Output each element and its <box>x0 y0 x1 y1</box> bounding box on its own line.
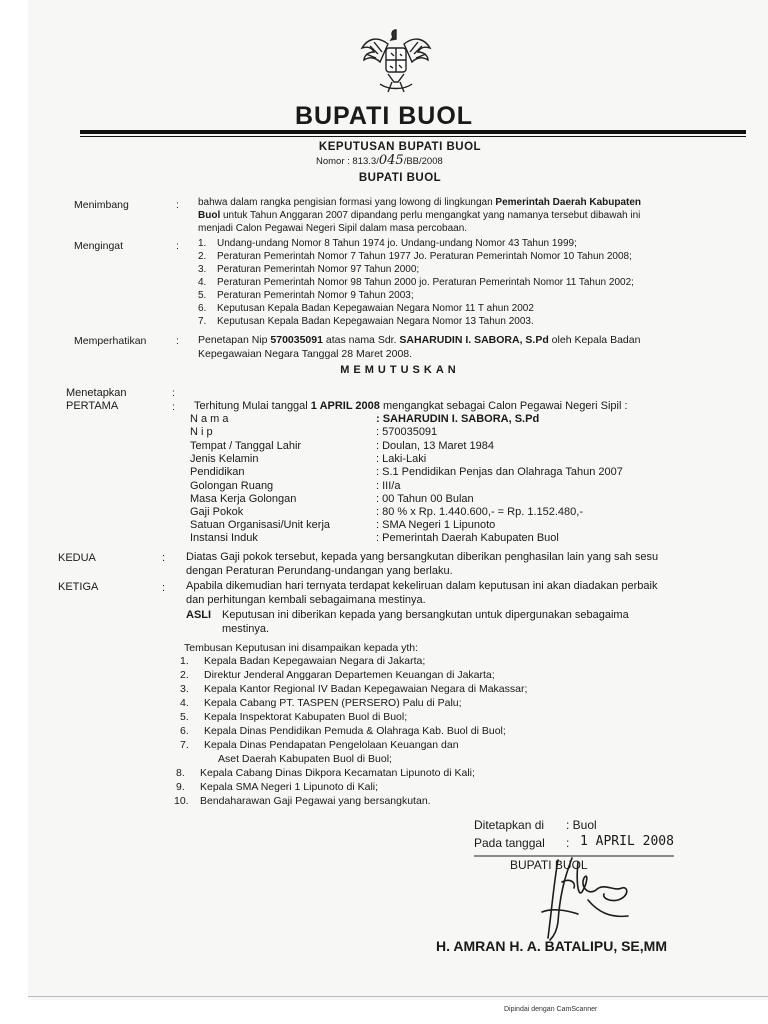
field-value: : III/a <box>376 480 401 492</box>
field-value: : 80 % x Rp. 1.440.600,- = Rp. 1.152.480,- <box>376 506 583 518</box>
field-label: N a m a <box>190 413 229 425</box>
field-label: Jenis Kelamin <box>190 453 259 465</box>
mengingat-num: 2. <box>198 251 207 262</box>
tembusan-num: 8. <box>176 767 185 779</box>
mengingat-num: 6. <box>198 303 207 314</box>
handwritten-signature-icon <box>518 852 648 944</box>
ditetapkan-value: : Buol <box>566 818 597 832</box>
menetapkan-label: Menetapkan <box>66 387 127 399</box>
scanner-watermark: Dipindai dengan CamScanner <box>504 1006 598 1013</box>
kedua-line-2: dengan Peraturan Perundang-undangan yang berlaku. <box>186 565 453 577</box>
header-rule-thin <box>80 136 746 137</box>
mengingat-num: 3. <box>198 264 207 275</box>
mengingat-colon: : <box>176 240 179 252</box>
asli-line-1: Keputusan ini diberikan kepada yang bersangkutan untuk dipergunakan sebagaima <box>222 609 629 621</box>
memutuskan-heading: MEMUTUSKAN <box>340 364 460 376</box>
field-label: Tempat / Tanggal Lahir <box>190 440 302 452</box>
tanggal-handwritten: 1 APRIL 2008 <box>580 834 674 849</box>
mengingat-item: Undang-undang Nomor 8 Tahun 1974 jo. Undang-undang Nomor 43 Tahun 1999; <box>217 238 577 249</box>
decree-number <box>316 153 443 168</box>
tanggal-colon: : <box>566 836 570 850</box>
tanggal-label: Pada tanggal <box>474 836 545 850</box>
field-value: : S.1 Pendidikan Penjas dan Olahraga Tahun 2007 <box>376 466 623 478</box>
field-label: Golongan Ruang <box>190 480 274 492</box>
tembusan-item: Kepala Dinas Pendapatan Pengelolaan Keuangan dan <box>204 739 459 751</box>
nomor-prefix: : 813.3/ <box>347 156 379 167</box>
tembusan-num: 1. <box>180 655 189 667</box>
tembusan-item: Kepala Cabang Dinas Dikpora Kecamatan Lipunoto di Kali; <box>200 767 475 779</box>
tembusan-num: 9. <box>176 781 185 793</box>
tembusan-item: Kepala Dinas Pendidikan Pemuda & Olahraga Kab. Buol di Buol; <box>204 725 506 737</box>
ditetapkan-label: Ditetapkan di <box>474 818 545 832</box>
field-label: Pendidikan <box>190 466 245 478</box>
kedua-label: KEDUA <box>58 552 96 564</box>
nomor-suffix: /BB/2008 <box>403 156 443 167</box>
field-label: N i p <box>190 426 213 438</box>
kedua-line-1: Diatas Gaji pokok tersebut, kepada yang bersangkutan diberikan penghasilan lain yang sah sesu <box>186 551 659 563</box>
field-label: Masa Kerja Golongan <box>190 493 297 505</box>
mengingat-item: Peraturan Pemerintah Nomor 97 Tahun 2000; <box>217 264 420 275</box>
tembusan-num: 2. <box>180 669 189 681</box>
tembusan-num: 7. <box>180 739 189 751</box>
menimbang-line-3: menjadi Calon Pegawai Negeri Sipil dalam masa percobaan. <box>198 223 468 234</box>
decree-subtitle: BUPATI BUOL <box>358 172 442 184</box>
header-rule-thick <box>80 130 746 134</box>
mengingat-label: Mengingat <box>74 240 124 252</box>
field-value: : SMA Negeri 1 Lipunoto <box>376 519 496 531</box>
menimbang-line-1: bahwa dalam rangka pengisian formasi yang lowong di lingkungan Pemerintah Daerah Kabupaten <box>198 197 642 208</box>
menimbang-label: Menimbang <box>74 199 129 211</box>
nomor-handwritten: 045 <box>378 153 404 168</box>
pertama-label: PERTAMA <box>66 400 119 412</box>
menetapkan-colon: : <box>172 387 175 399</box>
mengingat-item: Peraturan Pemerintah Nomor 9 Tahun 2003; <box>217 290 414 301</box>
field-value: : 00 Tahun 00 Bulan <box>376 493 474 505</box>
decree-title: KEPUTUSAN BUPATI BUOL <box>318 141 482 153</box>
mengingat-num: 4. <box>198 277 207 288</box>
scan-border <box>28 996 768 997</box>
field-value: : 570035091 <box>376 426 438 438</box>
memperhatikan-line-1: Penetapan Nip 570035091 atas nama Sdr. SAHARUDIN I. SABORA, S.Pd oleh Kepala Badan <box>198 334 641 346</box>
field-value: : Pemerintah Daerah Kabupaten Buol <box>376 532 559 544</box>
tembusan-item: Kepala Badan Kepegawaian Negara di Jakarta; <box>204 655 426 667</box>
menimbang-line-2: Buol untuk Tahun Anggaran 2007 dipandang perlu mengangkat yang namanya tersebut dibawah ini <box>198 210 641 221</box>
ketiga-line-1: Apabila dikemudian hari ternyata terdapat kekeliruan dalam keputusan ini akan diadakan perbaik <box>186 580 658 592</box>
tembusan-item: Kepala Kantor Regional IV Badan Kepegawaian Negara di Makassar; <box>204 683 528 695</box>
mengingat-item: Keputusan Kepala Badan Kepegawaian Negara Nomor 11 T ahun 2002 <box>217 303 534 314</box>
field-value: : Doulan, 13 Maret 1984 <box>376 440 495 452</box>
asli-line-2: mestinya. <box>222 623 270 635</box>
tembusan-item: Aset Daerah Kabupaten Buol di Buol; <box>218 753 392 765</box>
tembusan-item: Direktur Jenderal Anggaran Departemen Keuangan di Jakarta; <box>204 669 495 681</box>
tembusan-num: 4. <box>180 697 189 709</box>
tembusan-num: 5. <box>180 711 189 723</box>
mengingat-num: 5. <box>198 290 207 301</box>
pertama-text: Terhitung Mulai tanggal 1 APRIL 2008 mengangkat sebagai Calon Pegawai Negeri Sipil : <box>194 400 628 412</box>
tembusan-item: Kepala Inspektorat Kabupaten Buol di Buol; <box>204 711 408 723</box>
field-label: Gaji Pokok <box>190 506 244 518</box>
asli-label: ASLI <box>186 609 212 621</box>
field-label: Satuan Organisasi/Unit kerja <box>190 519 331 531</box>
tembusan-num: 10. <box>174 795 189 807</box>
bupati-title: BUPATI BUOL <box>510 858 588 872</box>
ketiga-label: KETIGA <box>58 581 99 593</box>
mengingat-item: Keputusan Kepala Badan Kepegawaian Negara Nomor 13 Tahun 2003. <box>217 316 534 327</box>
kedua-colon: : <box>162 552 166 564</box>
mengingat-item: Peraturan Pemerintah Nomor 7 Tahun 1977 Jo. Peraturan Pemerintah Nomor 10 Tahun 2008; <box>217 251 632 262</box>
ketiga-colon: : <box>162 582 166 594</box>
field-label: Instansi Induk <box>190 532 258 544</box>
menimbang-colon: : <box>176 199 179 211</box>
tembusan-item: Kepala SMA Negeri 1 Lipunoto di Kali; <box>200 781 379 793</box>
tembusan-intro: Tembusan Keputusan ini disampaikan kepada yth: <box>184 642 419 654</box>
memperhatikan-label: Memperhatikan <box>74 335 147 347</box>
ketiga-line-2: dan perhitungan kembali sebagaimana mestinya. <box>186 594 426 606</box>
nomor-label: Nomor <box>316 156 345 167</box>
mengingat-item: Peraturan Pemerintah Nomor 98 Tahun 2000 jo. Peraturan Pemerintah Nomor 11 Tahun 2002; <box>217 277 634 288</box>
page-title: BUPATI BUOL <box>294 102 474 130</box>
field-value: : SAHARUDIN I. SABORA, S.Pd <box>376 413 540 425</box>
tembusan-item: Bendaharawan Gaji Pegawai yang bersangkutan. <box>200 795 431 807</box>
mengingat-num: 1. <box>198 238 207 249</box>
memperhatikan-colon: : <box>176 335 179 347</box>
official-name: H. AMRAN H. A. BATALIPU, SE,MM <box>436 938 667 954</box>
tembusan-num: 6. <box>180 725 189 737</box>
tembusan-item: Kepala Cabang PT. TASPEN (PERSERO) Palu di Palu; <box>204 697 462 709</box>
pertama-colon: : <box>172 401 175 413</box>
tembusan-num: 3. <box>180 683 189 695</box>
memperhatikan-line-2: Kepegawaian Negara Tanggal 28 Maret 2008. <box>198 348 413 360</box>
garuda-emblem-icon <box>358 26 434 98</box>
field-value: : Laki-Laki <box>376 453 427 465</box>
mengingat-num: 7. <box>198 316 207 327</box>
